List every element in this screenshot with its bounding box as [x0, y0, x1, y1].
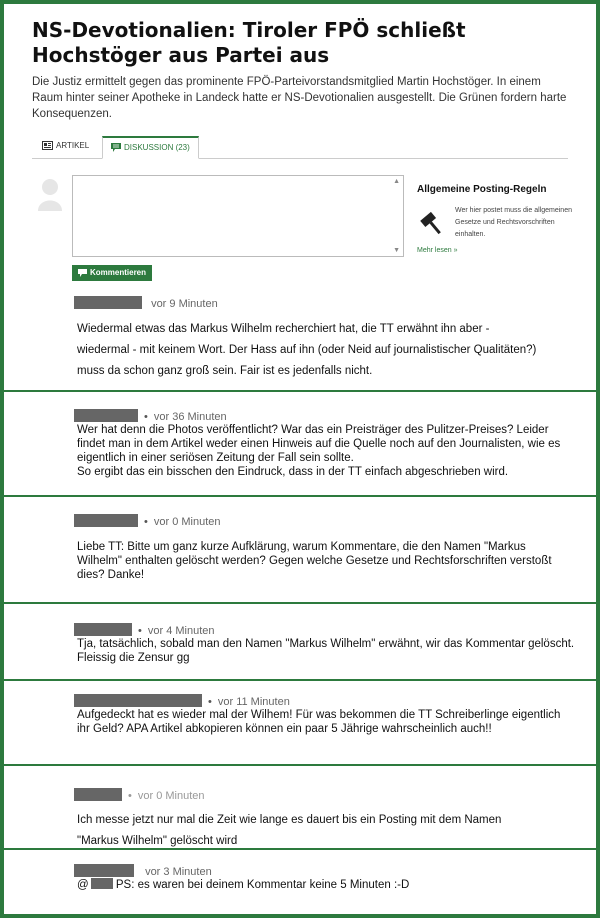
redacted-username[interactable]	[74, 514, 138, 527]
comment-header	[74, 788, 586, 802]
redacted-username[interactable]	[74, 694, 202, 707]
comment-item	[4, 604, 596, 681]
comment-time: vor 11 Minuten	[217, 696, 290, 708]
kommentieren-button-label: Kommentieren	[90, 268, 147, 277]
posting-rules-line: einhalten.	[455, 231, 486, 238]
separator-dot: •	[138, 625, 142, 637]
redacted-username[interactable]	[74, 296, 142, 309]
comment-icon	[111, 143, 121, 152]
redacted-mention[interactable]	[91, 878, 113, 889]
comment-text-content: PS: es waren bei deinem Kommentar keine 5 Minuten :-D	[115, 879, 410, 891]
comment-list	[4, 296, 596, 910]
scroll-down-icon[interactable]: ▼	[393, 247, 400, 254]
comment-time: vor 0 Minuten	[137, 790, 205, 802]
comment-item	[4, 296, 596, 392]
scroll-up-icon[interactable]: ▲	[393, 178, 400, 185]
comment-item	[4, 766, 596, 850]
comment-time: vor 3 Minuten	[145, 866, 212, 878]
comment-text	[74, 637, 586, 665]
page-title: NS-Devotionalien: Tiroler FPÖ schließt Hochstöger aus Partei aus	[32, 18, 466, 67]
comment-header	[74, 864, 586, 878]
comment-item	[4, 681, 596, 766]
comment-header	[74, 623, 586, 637]
comment-time: vor 36 Minuten	[153, 411, 227, 423]
separator-dot: •	[144, 516, 148, 528]
posting-rules-text	[455, 205, 572, 241]
comment-text	[74, 319, 586, 382]
separator-dot: •	[128, 790, 132, 802]
separator-dot: •	[144, 411, 148, 423]
comment-time: vor 4 Minuten	[147, 625, 215, 637]
comment-text-content: Wer hat denn die Photos veröffentlicht? War das ein Preisträger des Pulitzer-Preises? Leider findet man in dem Artikel weder einen Hinweis auf die Quelle noch auf den Journalisten, wie es eigentlich in einer seriösen Zeitung der Fall sein sollte. So ergibt das ein bisschen den Eindruck, dass in der TT einfach abgeschrieben wird.	[77, 424, 561, 478]
comment-header	[74, 409, 586, 423]
comment-icon	[78, 269, 87, 277]
comment-item	[4, 850, 596, 910]
comment-item	[4, 497, 596, 604]
comment-header	[74, 694, 586, 708]
mehr-lesen-link[interactable]: Mehr lesen »	[417, 247, 458, 254]
comment-text	[74, 423, 586, 479]
posting-rules-body	[417, 201, 587, 245]
article	[4, 4, 596, 284]
redacted-username[interactable]	[74, 864, 134, 877]
page-frame	[4, 4, 596, 914]
redacted-username[interactable]	[74, 788, 122, 801]
comment-text	[74, 540, 586, 582]
posting-rules	[417, 184, 587, 245]
comment-time: vor 9 Minuten	[151, 298, 218, 310]
redacted-username[interactable]	[74, 409, 138, 422]
separator-dot: •	[208, 696, 212, 708]
posting-rules-line: Gesetze und Rechtsvorschriften	[455, 219, 555, 226]
article-lead: Die Justiz ermittelt gegen das prominente FPÖ-Parteivorstandsmitglied Martin Hochstöger. In einem Raum hinter seiner Apotheke in Landeck hatte er NS-Devotionalien ausgestellt. Die Grünen fordern harte Konsequenzen.	[32, 76, 567, 120]
tab-bar	[32, 136, 568, 159]
comment-textarea[interactable]	[72, 175, 404, 257]
tab-artikel[interactable]	[42, 136, 89, 157]
tab-diskussion-label: DISKUSSION (23)	[124, 143, 190, 152]
comment-item	[4, 392, 596, 497]
tab-artikel-label: ARTIKEL	[56, 141, 90, 150]
newspaper-icon	[42, 141, 53, 150]
comment-text-content: Liebe TT: Bitte um ganz kurze Aufklärung, warum Kommentare, die den Namen "Markus Wilhelm" enthalten gelöscht werden? Gegen welche Gesetze und Rechtsforschriften verstoßt dies? Danke!	[77, 541, 552, 581]
comment-text-content: Aufgedeckt hat es wieder mal der Wilhem! Für was bekommen die TT Schreiberlinge eigentlich ihr Geld? APA Artikel abkopieren können ein paar 5 Jährige wahrscheinlich auch!!	[77, 709, 561, 735]
comment-compose	[32, 159, 572, 284]
kommentieren-button[interactable]	[72, 265, 152, 281]
redacted-username[interactable]	[74, 623, 132, 636]
comment-text-content: Ich messe jetzt nur mal die Zeit wie lange es dauert bis ein Posting mit dem Namen "Markus Wilhelm" gelöscht wird	[77, 814, 502, 847]
posting-rules-line: Wer hier postet muss die allgemeinen	[455, 207, 572, 214]
gavel-icon	[417, 209, 447, 239]
comment-text	[74, 708, 586, 736]
posting-rules-title: Allgemeine Posting-Regeln	[417, 184, 547, 195]
comment-text-content: Wiedermal etwas das Markus Wilhelm recherchiert hat, die TT erwähnt ihn aber - wiedermal - mit keinem Wort. Der Hass auf ihn (oder Neid auf journalistischer Qualitäten?) muss da schon ganz groß sein. Fair ist es jedenfalls nicht.	[77, 323, 537, 377]
mention-prefix: @	[77, 879, 89, 891]
tab-diskussion[interactable]	[102, 136, 199, 159]
comment-text	[74, 878, 586, 892]
comment-header	[74, 514, 586, 528]
avatar-placeholder-icon	[37, 177, 63, 211]
comment-header	[74, 296, 586, 310]
comment-text	[74, 810, 586, 852]
comment-text-content: Tja, tatsächlich, sobald man den Namen "Markus Wilhelm" erwähnt, wir das Kommentar gelöscht. Fleissig die Zensur gg	[77, 638, 575, 664]
comment-time: vor 0 Minuten	[153, 516, 221, 528]
